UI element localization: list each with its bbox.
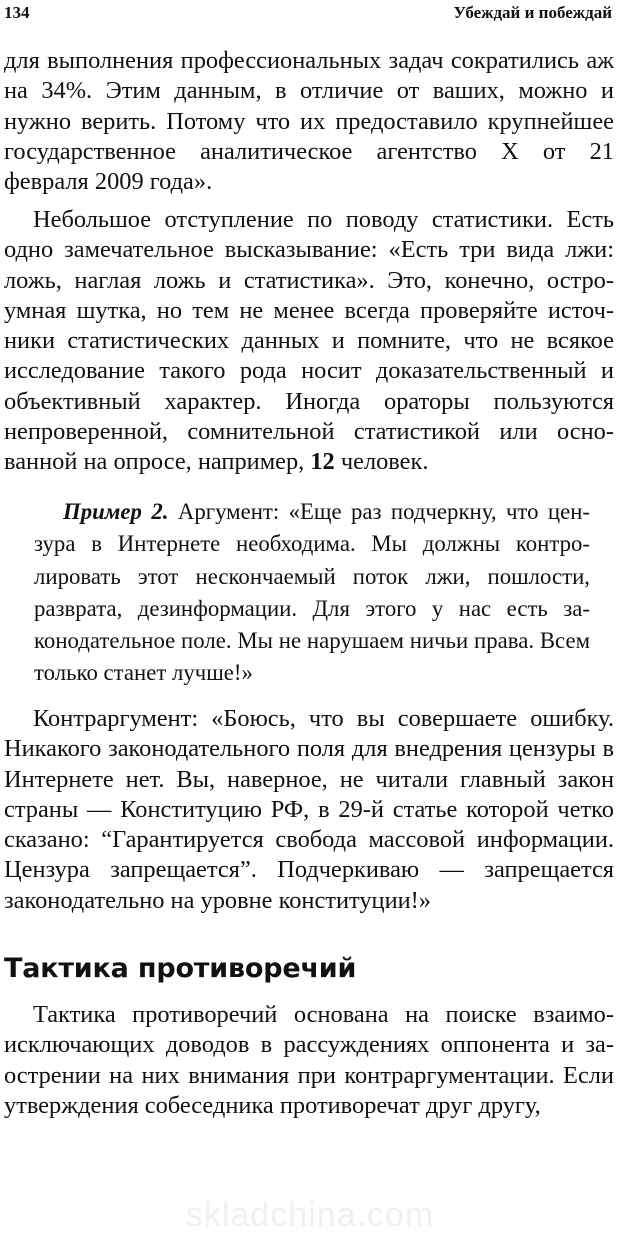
example-2-block	[34, 496, 590, 690]
bold-number: 12	[310, 448, 335, 476]
example-label: Пример 2.	[63, 499, 169, 524]
paragraph-statistics-end: человек.	[334, 448, 429, 476]
paragraph-continuation: для выполнения профессиональных задач сократились аж на 34%. Этим данным, в отличие от ваших, можно и нужно верить. Потому что их предоставило крупнейшее государственное аналитическое агентство X от 21 февраля 2009 года».	[4, 47, 614, 196]
paragraph-statistics	[4, 205, 614, 478]
example-2-text: Аргумент: «Еще раз подчеркну, что цензура в Интернете необходима. Мы должны контролировать этот нескончаемый поток лжи, пошлости, разврата, дезинформации. Для этого у нас есть законодательное поле. Мы не нарушаем ничьи права. Всем только станет лучше!»	[34, 499, 590, 686]
watermark: skladchina.com	[185, 1196, 435, 1234]
paragraph-section: Тактика противоречий основана на поиске взаимоисключающих доводов в рассуждениях оппонента и заострении на них внимания при контраргументации. Если утверждения собеседника противоречат друг другу,	[4, 1001, 614, 1119]
running-title: Убеждай и побеждай	[453, 3, 612, 22]
paragraph-counterargument: Контраргумент: «Боюсь, что вы совершаете ошибку. Никакого законодательного поля для внедрения цензуры в Интернете нет. Вы, наверное, не читали главный закон страны — Конституцию РФ, в 29-й статье которой четко сказано: “Гарантируется свобода массовой информации. Цензура запрещается”. Подчеркиваю — запрещается законодательно на уровне конституции!»	[4, 705, 614, 914]
paragraph-statistics-text: Небольшое отступление по поводу статистики. Есть одно замечательное высказывание: «Есть три вида лжи: ложь, наглая ложь и статистика». Это, конечно, остроумная шутка, но тем не менее всегда проверяйте источники статистических данных и помните, что не всякое исследование такого рода носит доказательственный и объективный характер. Иногда ораторы пользуются непроверенной, сомнительной статистикой или основанной на опросе, например,	[4, 206, 614, 476]
page-number: 134	[4, 3, 30, 22]
section-heading: Тактика противоречий	[4, 953, 357, 984]
page-header	[4, 2, 612, 28]
